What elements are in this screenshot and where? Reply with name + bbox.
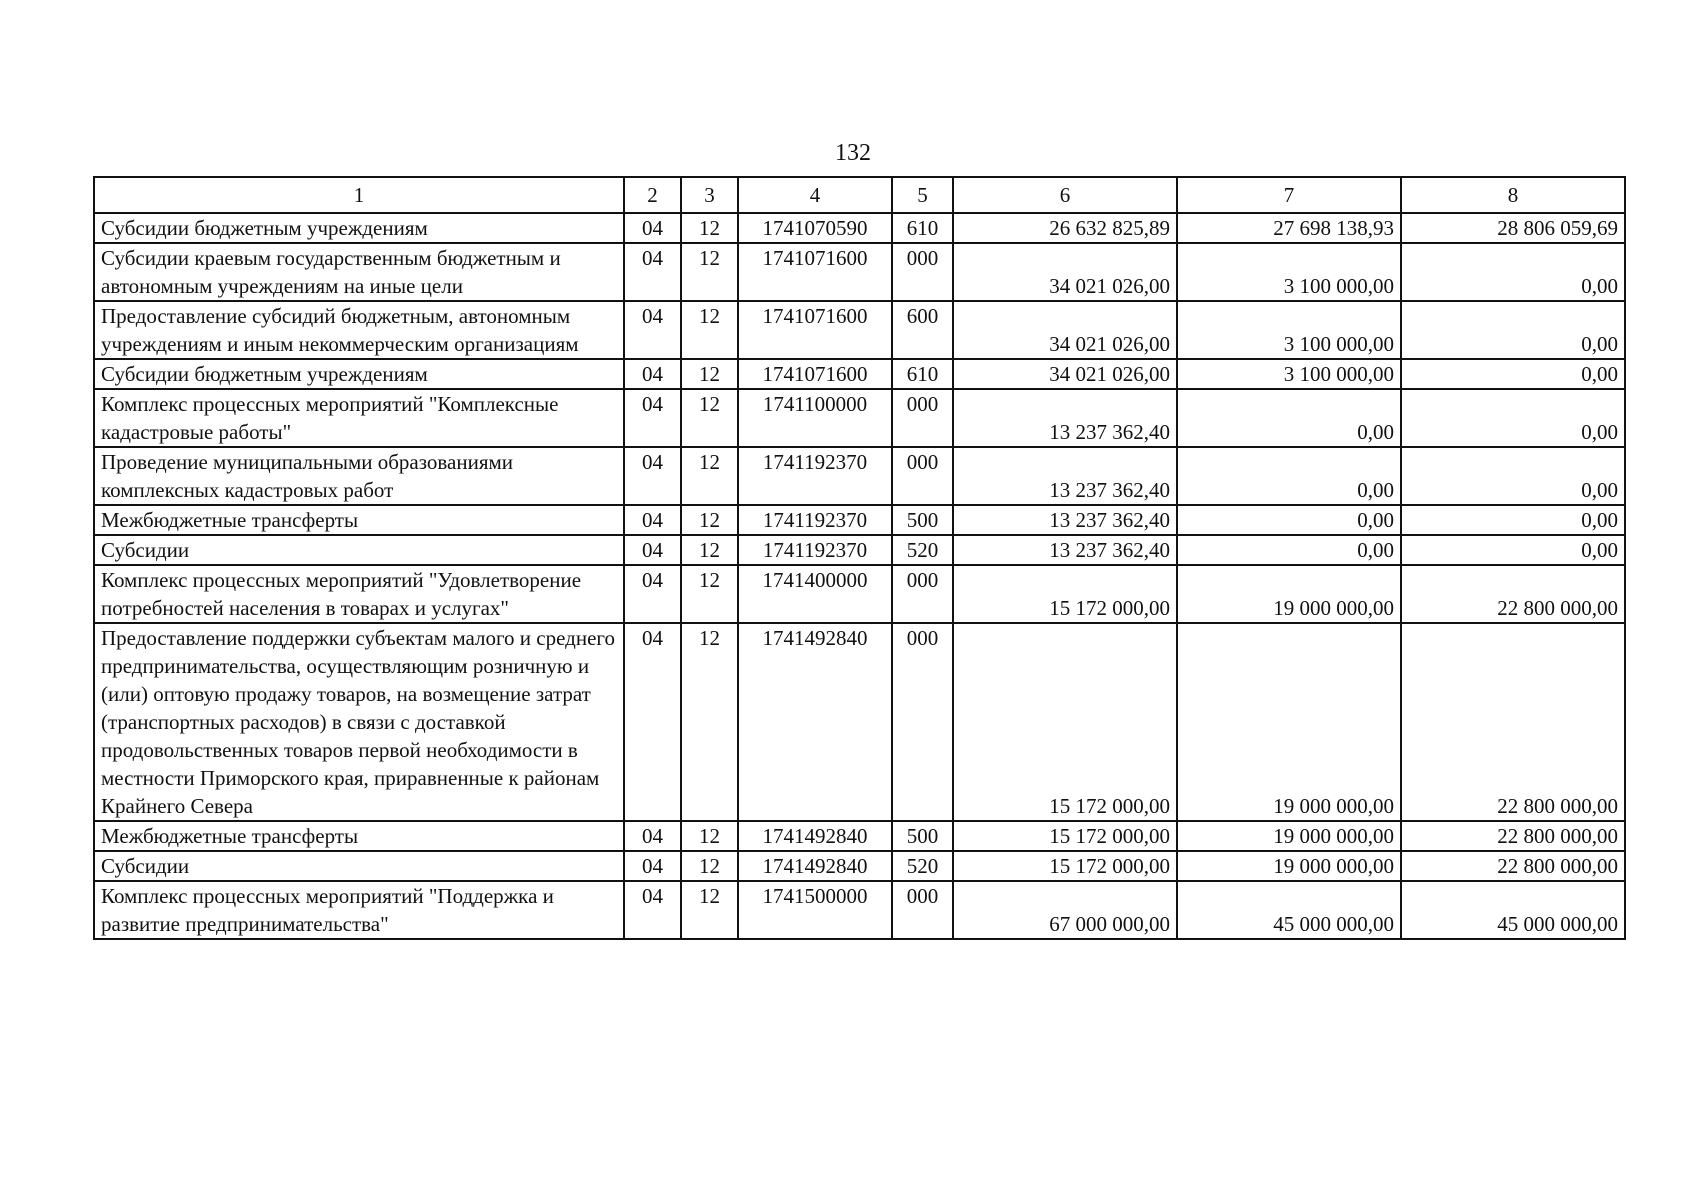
- expense-type-cell: 520: [892, 535, 953, 565]
- section-code-cell: 04: [624, 243, 681, 301]
- target-article-cell: 1741192370: [738, 535, 892, 565]
- amount-col6-cell: 13 237 362,40: [953, 535, 1177, 565]
- amount-col8-cell: 0,00: [1401, 243, 1625, 301]
- expense-type-cell: 000: [892, 565, 953, 623]
- target-article-cell: 1741071600: [738, 301, 892, 359]
- section-code-cell: 04: [624, 881, 681, 939]
- target-article-cell: 1741071600: [738, 243, 892, 301]
- budget-table: [93, 176, 1626, 940]
- amount-col7-cell: 3 100 000,00: [1177, 243, 1401, 301]
- amount-col8-cell: 0,00: [1401, 359, 1625, 389]
- target-article-cell: 1741192370: [738, 505, 892, 535]
- table-row: [94, 213, 1625, 243]
- table-row: [94, 565, 1625, 623]
- subsection-code-cell: 12: [681, 565, 738, 623]
- amount-col8-cell: 45 000 000,00: [1401, 881, 1625, 939]
- table-row: [94, 301, 1625, 359]
- subsection-code-cell: 12: [681, 359, 738, 389]
- expense-type-cell: 610: [892, 213, 953, 243]
- row-name-cell: Комплекс процессных мероприятий "Удовлетворение потребностей населения в товарах и услугах": [94, 565, 624, 623]
- amount-col8-cell: 22 800 000,00: [1401, 623, 1625, 821]
- section-code-cell: 04: [624, 851, 681, 881]
- amount-col7-cell: 0,00: [1177, 389, 1401, 447]
- amount-col6-cell: 13 237 362,40: [953, 389, 1177, 447]
- column-header: 7: [1177, 177, 1401, 213]
- amount-col7-cell: 45 000 000,00: [1177, 881, 1401, 939]
- amount-col7-cell: 0,00: [1177, 535, 1401, 565]
- amount-col6-cell: 13 237 362,40: [953, 447, 1177, 505]
- amount-col7-cell: 3 100 000,00: [1177, 359, 1401, 389]
- expense-type-cell: 000: [892, 447, 953, 505]
- column-header: 2: [624, 177, 681, 213]
- amount-col8-cell: 0,00: [1401, 447, 1625, 505]
- section-code-cell: 04: [624, 821, 681, 851]
- amount-col8-cell: 28 806 059,69: [1401, 213, 1625, 243]
- expense-type-cell: 000: [892, 389, 953, 447]
- row-name-cell: Предоставление поддержки субъектам малого и среднего предпринимательства, осуществляющим розничную и (или) оптовую продажу товаров, на возмещение затрат (транспортных расходов) в связи с доставкой продовольственных товаров первой необходимости в местности Приморского края, приравненные к районам Крайнего Севера: [94, 623, 624, 821]
- amount-col6-cell: 34 021 026,00: [953, 301, 1177, 359]
- amount-col7-cell: 19 000 000,00: [1177, 623, 1401, 821]
- amount-col6-cell: 26 632 825,89: [953, 213, 1177, 243]
- amount-col8-cell: 22 800 000,00: [1401, 851, 1625, 881]
- expense-type-cell: 000: [892, 243, 953, 301]
- amount-col7-cell: 3 100 000,00: [1177, 301, 1401, 359]
- amount-col6-cell: 13 237 362,40: [953, 505, 1177, 535]
- table-row: [94, 881, 1625, 939]
- section-code-cell: 04: [624, 535, 681, 565]
- amount-col8-cell: 0,00: [1401, 505, 1625, 535]
- table-row: [94, 535, 1625, 565]
- table-header-row: [94, 177, 1625, 213]
- target-article-cell: 1741500000: [738, 881, 892, 939]
- amount-col8-cell: 22 800 000,00: [1401, 821, 1625, 851]
- target-article-cell: 1741492840: [738, 623, 892, 821]
- row-name-cell: Проведение муниципальными образованиями комплексных кадастровых работ: [94, 447, 624, 505]
- expense-type-cell: 000: [892, 881, 953, 939]
- row-name-cell: Субсидии краевым государственным бюджетным и автономным учреждениям на иные цели: [94, 243, 624, 301]
- expense-type-cell: 610: [892, 359, 953, 389]
- row-name-cell: Комплекс процессных мероприятий "Комплексные кадастровые работы": [94, 389, 624, 447]
- column-header: 3: [681, 177, 738, 213]
- row-name-cell: Субсидии: [94, 535, 624, 565]
- section-code-cell: 04: [624, 447, 681, 505]
- subsection-code-cell: 12: [681, 389, 738, 447]
- column-header: 8: [1401, 177, 1625, 213]
- target-article-cell: 1741400000: [738, 565, 892, 623]
- expense-type-cell: 000: [892, 623, 953, 821]
- expense-type-cell: 520: [892, 851, 953, 881]
- table-row: [94, 359, 1625, 389]
- amount-col7-cell: 27 698 138,93: [1177, 213, 1401, 243]
- section-code-cell: 04: [624, 505, 681, 535]
- target-article-cell: 1741192370: [738, 447, 892, 505]
- subsection-code-cell: 12: [681, 535, 738, 565]
- amount-col8-cell: 0,00: [1401, 301, 1625, 359]
- amount-col6-cell: 34 021 026,00: [953, 359, 1177, 389]
- expense-type-cell: 600: [892, 301, 953, 359]
- column-header: 6: [953, 177, 1177, 213]
- subsection-code-cell: 12: [681, 505, 738, 535]
- amount-col7-cell: 0,00: [1177, 505, 1401, 535]
- amount-col7-cell: 0,00: [1177, 447, 1401, 505]
- expense-type-cell: 500: [892, 821, 953, 851]
- table-row: [94, 821, 1625, 851]
- table-row: [94, 623, 1625, 821]
- row-name-cell: Субсидии: [94, 851, 624, 881]
- table-row: [94, 505, 1625, 535]
- row-name-cell: Межбюджетные трансферты: [94, 821, 624, 851]
- row-name-cell: Субсидии бюджетным учреждениям: [94, 213, 624, 243]
- subsection-code-cell: 12: [681, 623, 738, 821]
- section-code-cell: 04: [624, 389, 681, 447]
- subsection-code-cell: 12: [681, 881, 738, 939]
- amount-col6-cell: 15 172 000,00: [953, 565, 1177, 623]
- amount-col8-cell: 0,00: [1401, 535, 1625, 565]
- amount-col7-cell: 19 000 000,00: [1177, 851, 1401, 881]
- amount-col7-cell: 19 000 000,00: [1177, 565, 1401, 623]
- page-number: 132: [835, 140, 871, 166]
- section-code-cell: 04: [624, 359, 681, 389]
- table-row: [94, 447, 1625, 505]
- subsection-code-cell: 12: [681, 851, 738, 881]
- target-article-cell: 1741492840: [738, 851, 892, 881]
- target-article-cell: 1741070590: [738, 213, 892, 243]
- expense-type-cell: 500: [892, 505, 953, 535]
- section-code-cell: 04: [624, 623, 681, 821]
- amount-col8-cell: 22 800 000,00: [1401, 565, 1625, 623]
- amount-col6-cell: 15 172 000,00: [953, 623, 1177, 821]
- column-header: 4: [738, 177, 892, 213]
- target-article-cell: 1741071600: [738, 359, 892, 389]
- table-row: [94, 389, 1625, 447]
- table-row: [94, 243, 1625, 301]
- section-code-cell: 04: [624, 301, 681, 359]
- amount-col6-cell: 34 021 026,00: [953, 243, 1177, 301]
- section-code-cell: 04: [624, 565, 681, 623]
- row-name-cell: Субсидии бюджетным учреждениям: [94, 359, 624, 389]
- row-name-cell: Межбюджетные трансферты: [94, 505, 624, 535]
- column-header: 1: [94, 177, 624, 213]
- section-code-cell: 04: [624, 213, 681, 243]
- target-article-cell: 1741492840: [738, 821, 892, 851]
- row-name-cell: Предоставление субсидий бюджетным, автономным учреждениям и иным некоммерческим организациям: [94, 301, 624, 359]
- row-name-cell: Комплекс процессных мероприятий "Поддержка и развитие предпринимательства": [94, 881, 624, 939]
- table-row: [94, 851, 1625, 881]
- subsection-code-cell: 12: [681, 243, 738, 301]
- subsection-code-cell: 12: [681, 821, 738, 851]
- amount-col8-cell: 0,00: [1401, 389, 1625, 447]
- subsection-code-cell: 12: [681, 301, 738, 359]
- column-header: 5: [892, 177, 953, 213]
- target-article-cell: 1741100000: [738, 389, 892, 447]
- amount-col7-cell: 19 000 000,00: [1177, 821, 1401, 851]
- amount-col6-cell: 15 172 000,00: [953, 821, 1177, 851]
- subsection-code-cell: 12: [681, 213, 738, 243]
- amount-col6-cell: 15 172 000,00: [953, 851, 1177, 881]
- amount-col6-cell: 67 000 000,00: [953, 881, 1177, 939]
- subsection-code-cell: 12: [681, 447, 738, 505]
